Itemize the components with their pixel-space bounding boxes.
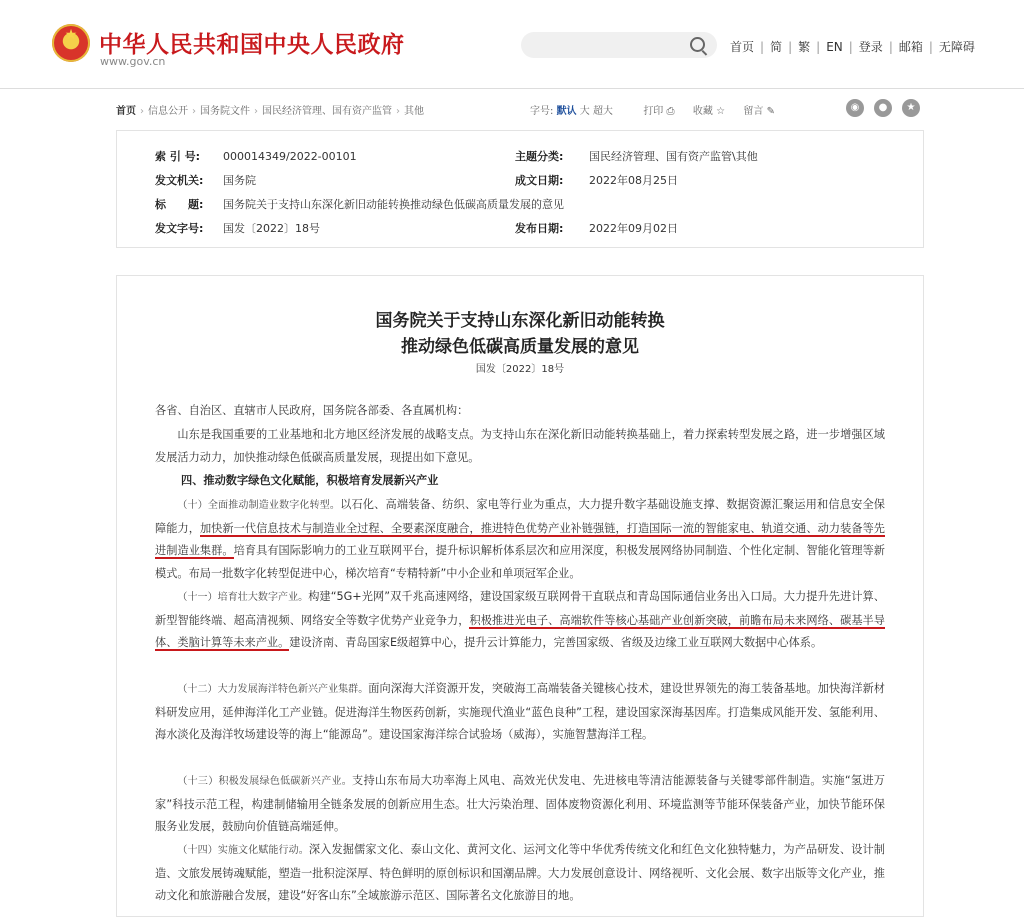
font-xlarge-option[interactable]: 超大 [592,106,613,117]
breadcrumb: 首页 › 信息公开 › 国务院文件 › 国民经济管理、国有资产监管 › 其他 [116,106,424,117]
highlight-underline: 加快新一代信息技术与制造业全过程、全要素深度融合，推进特色优势产业补链强链，打造国际一流的智能家电、轨道交通、动力装备等先进制造业集群。 [155,521,885,558]
font-default-option[interactable]: 默认 [556,106,577,117]
link-simplified[interactable]: 简 [770,40,783,54]
top-links: 首页 | 简 | 繁 | EN | 登录 | 邮箱 | 无障碍 [730,40,975,54]
link-traditional[interactable]: 繁 [798,40,811,54]
comment-button[interactable]: 留言 [743,106,764,117]
breadcrumb-home[interactable]: 首页 [116,106,136,117]
salutation: 各省、自治区、直辖市人民政府，国务院各部委、各直属机构： [155,404,469,417]
intro-paragraph: 山东是我国重要的工业基地和北方地区经济发展的战略支点。为支持山东在深化新旧动能转换基础上，着力探索转型发展之路，进一步增强区域发展活力动力，加快推动绿色低碳高质量发展，现提出如下意见。 [155,428,885,464]
site-title[interactable]: 中华人民共和国中央人民政府 [99,31,405,58]
document-title-line2: 推动绿色低碳高质量发展的意见 [401,337,639,357]
breadcrumb-economy[interactable]: 国民经济管理、国有资产监管 [262,106,392,117]
paragraph-13: （十三）积极发展绿色低碳新兴产业。支持山东布局大功率海上风电、高效光伏发电、先进核电等清洁能源装备与关键零部件制造。实施“氢进万家”科技示范工程，构建制储输用全链条发展的创新应用生态。壮大污染治理、固体废物资源化利用、环境监测等节能环保装备产业，加快节能环保服务业发展，鼓励向价值链高端延伸。 [155,774,885,834]
meta-date: 成文日期: 2022年08月25日 [515,174,678,187]
paragraph-11: （十一）培育壮大数字产业。构建“5G+光网”双千兆高速网络，建设国家级互联网骨干直联点和青岛国际通信业务出入口局。大力提升先进计算、新型智能终端、超高清视频、网络安全等数字优势产业竞争力，积极推进光电子、高端软件等核心基础产业创新突破，前瞻布局未来网络、碳基半导体、类脑计算等未来产业。建设济南、青岛国家E级超算中心，提升云计算能力，完善国家级、省级及边缘工业互联网大数据中心体系。 [155,590,885,650]
meta-index: 索 引 号: 000014349/2022-00101 [155,150,357,163]
paragraph-10: （十）全面推动制造业数字化转型。以石化、高端装备、纺织、家电等行业为重点，大力提升数字基础设施支撑、数据资源汇聚运用和信息安全保障能力，加快新一代信息技术与制造业全过程、全要素深度融合，推进特色优势产业补链强链，打造国际一流的智能家电、轨道交通、动力装备等先进制造业集群。培育具有国际影响力的工业互联网平台，提升标识解析体系层次和应用深度，积极发展网络协同制造、个性化定制、智能化管理等新模式。布局一批数字化转型促进中心，梯次培育“专精特新”中小企业和单项冠军企业。 [155,498,885,580]
breadcrumb-other[interactable]: 其他 [404,106,424,117]
pencil-icon[interactable]: ✎ [766,106,775,117]
link-login[interactable]: 登录 [858,40,883,54]
paragraph-12: （十二）大力发展海洋特色新兴产业集群。面向深海大洋资源开发，突破海工高端装备关键核心技术，建设世界领先的海工装备基地。加快海洋新材料研发应用，延伸海洋化工产业链。促进海洋生物医药创新，实施现代渔业“蓝色良种”工程，建设国家深海基因库。打造集成风能开发、氢能利用、海水淡化及海洋牧场建设等的海上“能源岛”。建设国家海洋综合试验场（威海），实施智慧海洋工程。 [155,682,885,742]
font-large-option[interactable]: 大 [579,106,590,117]
meta-title: 标 题: 国务院关于支持山东深化新旧动能转换推动绿色低碳高质量发展的意见 [155,198,564,211]
search-icon[interactable] [690,37,705,52]
document-title-line1: 国务院关于支持山东深化新旧动能转换 [375,311,665,331]
print-button[interactable]: 打印 [643,106,664,117]
header-divider [0,88,1024,89]
favorite-button[interactable]: 收藏 [692,106,713,117]
font-size-label: 字号: [530,106,554,117]
section-heading: 四、推动数字绿色文化赋能，积极培育发展新兴产业 [181,474,439,487]
national-emblem-icon[interactable]: ★ [52,24,90,62]
link-accessibility[interactable]: 无障碍 [938,40,975,54]
breadcrumb-info[interactable]: 信息公开 [148,106,188,117]
site-header [0,0,1024,88]
link-english[interactable]: EN [826,40,843,54]
paragraph-14: （十四）实施文化赋能行动。深入发掘儒家文化、泰山文化、黄河文化、运河文化等中华优秀传统文化和红色文化独特魅力，为产品研发、设计制造、文旅发展铸魂赋能，塑造一批积淀深厚、特色鲜明的原创标识和国潮品牌。大力发展创意设计、网络视听、文化会展、数字出版等文化产业，推动文化和旅游融合发展，建设“好客山东”全域旅游示范区、国际著名文化旅游目的地。 [155,843,885,903]
meta-category: 主题分类: 国民经济管理、国有资产监管\其他 [515,150,758,163]
meta-issuer: 发文机关: 国务院 [155,174,256,187]
star-icon[interactable]: ☆ [716,106,726,117]
wechat-share-icon[interactable]: ● [874,99,892,117]
link-mail[interactable]: 邮箱 [898,40,923,54]
favorite-share-icon[interactable]: ★ [902,99,920,117]
search-input[interactable] [521,32,717,58]
document-number: 国发〔2022〕18号 [475,364,565,375]
meta-docno: 发文字号: 国发〔2022〕18号 [155,222,320,235]
meta-publish-date: 发布日期: 2022年09月02日 [515,222,678,235]
site-url: www.gov.cn [100,55,166,68]
weibo-share-icon[interactable]: ◉ [846,99,864,117]
page-tools [530,102,775,117]
print-icon[interactable]: ⎙ [666,106,675,117]
link-home[interactable]: 首页 [730,40,755,54]
highlight-underline: 积极推进光电子、高端软件等核心基础产业创新突破，前瞻布局未来网络、碳基半导体、类脑计算等未来产业。 [155,613,885,650]
document-meta [116,130,924,248]
document-body [116,275,924,917]
breadcrumb-docs[interactable]: 国务院文件 [200,106,250,117]
